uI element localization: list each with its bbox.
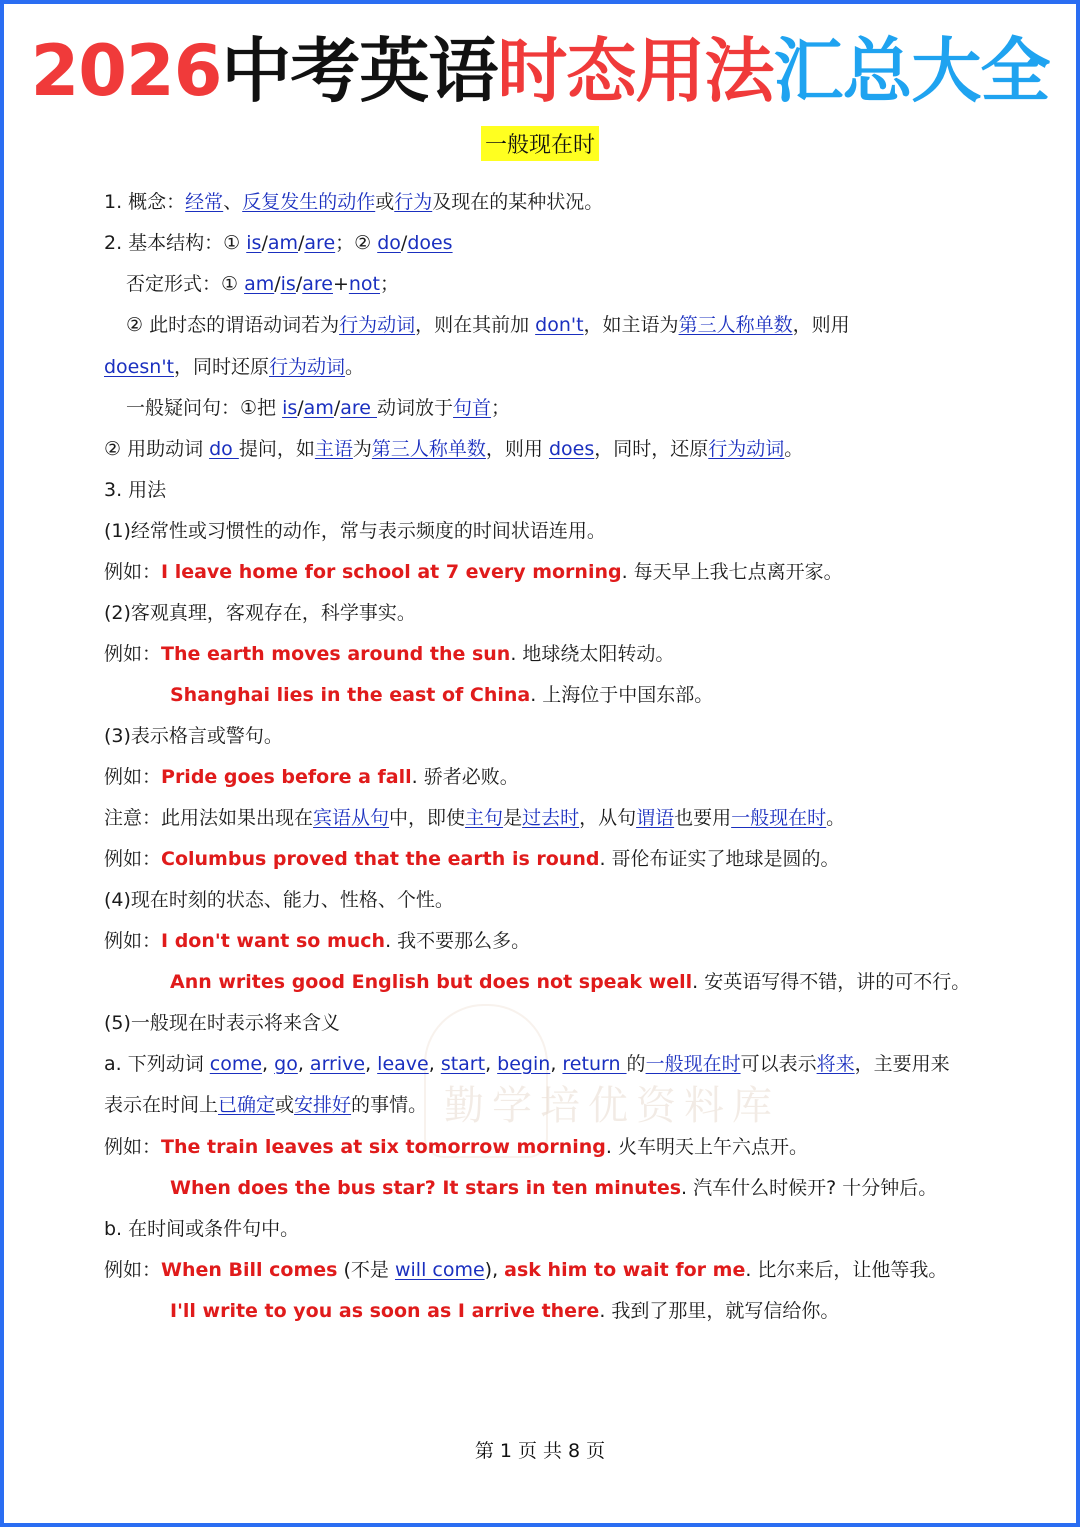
text: (5)一般现在时表示将来含义 [104, 1012, 340, 1034]
usage-5a-continued [104, 1087, 427, 1123]
translation: . 安英语写得不错，讲的可不行。 [692, 971, 971, 993]
text: ，如主语为 [583, 314, 679, 336]
translation: . 比尔来后，让他等我。 [745, 1259, 948, 1281]
term-link: 句首 [453, 397, 492, 419]
text: 是 [503, 807, 523, 829]
text: ，则在其前加 [415, 314, 536, 336]
term-link: not [348, 273, 381, 295]
structure-line [104, 225, 453, 261]
text: ，主要用来 [854, 1053, 950, 1075]
page-title [4, 30, 1076, 112]
example-line [104, 1252, 947, 1288]
term-link: are [340, 397, 378, 419]
term-link: 反复发生的动作 [242, 191, 376, 213]
example-line [104, 759, 519, 795]
example-sentence: Ann writes good English but does not speak well [170, 971, 693, 993]
text: 。 [826, 807, 846, 829]
example-line [104, 1129, 808, 1165]
text: 表示在时间上 [104, 1094, 219, 1116]
text: 例如： [104, 766, 162, 788]
usage-5a-line [104, 1046, 950, 1082]
term-link: 过去时 [522, 807, 580, 829]
term-link: 宾语从句 [313, 807, 390, 829]
text: 例如： [104, 1259, 162, 1281]
example-sentence: The train leaves at six tomorrow morning [161, 1136, 606, 1158]
text: (3)表示格言或警句。 [104, 725, 283, 747]
term-link: 一般现在时 [645, 1053, 741, 1075]
term-link: 行为动词 [269, 356, 346, 378]
term-link: am [267, 232, 298, 254]
term-link: 行为动词 [708, 438, 785, 460]
text: / [333, 397, 341, 419]
note-line [104, 800, 845, 836]
term-link: 将来 [816, 1053, 855, 1075]
term-link: are [304, 232, 336, 254]
text: 2. 基本结构：① [104, 232, 247, 254]
text: (2)客观真理，客观存在，科学事实。 [104, 602, 416, 624]
text: 或 [275, 1094, 295, 1116]
text: , [485, 1053, 498, 1075]
term-link: 谓语 [636, 807, 675, 829]
text: 例如： [104, 930, 162, 952]
text: 。 [345, 356, 365, 378]
text: 为 [352, 438, 372, 460]
translation: . 骄者必败。 [411, 766, 519, 788]
text: 例如： [104, 1136, 162, 1158]
term-link: 安排好 [294, 1094, 352, 1116]
text: / [261, 232, 268, 254]
term-link: 第三人称单数 [371, 438, 486, 460]
text: ；② [335, 232, 378, 254]
text: ，则用 [792, 314, 850, 336]
text: b. 在时间或条件句中。 [104, 1218, 300, 1240]
usage-4-heading [104, 882, 454, 918]
title-year: 2026 [30, 30, 222, 112]
section-heading: 一般现在时 [481, 126, 599, 161]
term-link: go [274, 1053, 298, 1075]
text: 一般疑问句：①把 [126, 397, 283, 419]
term-link: leave [377, 1053, 429, 1075]
term-link: doesn't [104, 356, 174, 378]
example-line [170, 1170, 937, 1206]
text: 。 [784, 438, 804, 460]
term-link: am [303, 397, 334, 419]
term-link: 经常 [185, 191, 224, 213]
page-footer: 第 1 页 共 8 页 [474, 1440, 606, 1462]
term-link: will come [394, 1259, 485, 1281]
example-sentence: The earth moves around the sun [161, 643, 511, 665]
question-form-line [126, 390, 510, 426]
text: 注意：此用法如果出现在 [104, 807, 314, 829]
translation: . 哥伦布证实了地球是圆的。 [599, 848, 840, 870]
negative-form-line [126, 266, 399, 302]
text: + [332, 273, 349, 295]
text: 也要用 [674, 807, 732, 829]
translation: . 汽车什么时候开? 十分钟后。 [681, 1177, 938, 1199]
term-link: is [282, 397, 298, 419]
term-link: return [562, 1053, 627, 1075]
title-topic: 时态用法 [497, 30, 774, 112]
text: 中，即使 [389, 807, 466, 829]
example-line [170, 1293, 839, 1329]
example-line [170, 964, 970, 1000]
text: (不是 [337, 1259, 395, 1281]
concept-line [104, 184, 603, 220]
text: ，则用 [485, 438, 549, 460]
text: 、 [223, 191, 243, 213]
text: 的 [626, 1053, 646, 1075]
term-link: arrive [309, 1053, 366, 1075]
example-line [104, 636, 674, 672]
text: 例如： [104, 561, 162, 583]
text: / [295, 273, 303, 295]
translation: . 地球绕太阳转动。 [510, 643, 675, 665]
example-sentence: I don't want so much [161, 930, 386, 952]
text: ； [380, 273, 400, 295]
example-line [104, 923, 530, 959]
text: 的事情。 [351, 1094, 428, 1116]
text: (4)现在时刻的状态、能力、性格、个性。 [104, 889, 454, 911]
text: 1. 概念： [104, 191, 186, 213]
example-sentence: When does the bus star? It stars in ten minutes [170, 1177, 682, 1199]
term-link: does [407, 232, 453, 254]
example-sentence: ask him to wait for me [504, 1259, 746, 1281]
usage-5-heading [104, 1005, 340, 1041]
term-link: is [246, 232, 262, 254]
example-sentence: Pride goes before a fall [161, 766, 412, 788]
example-sentence: Columbus proved that the earth is round [161, 848, 600, 870]
term-link: 行为 [394, 191, 433, 213]
translation: . 上海位于中国东部。 [530, 684, 714, 706]
text: , [428, 1053, 441, 1075]
text: (1)经常性或习惯性的动作，常与表示频度的时间状语连用。 [104, 520, 606, 542]
text: , [297, 1053, 310, 1075]
text: 或 [375, 191, 395, 213]
example-line [104, 554, 843, 590]
example-line [104, 841, 840, 877]
term-link: do [377, 232, 401, 254]
example-line [170, 677, 713, 713]
usage-2-heading [104, 595, 416, 631]
text: / [400, 232, 408, 254]
text: 例如： [104, 848, 162, 870]
usage-5b-heading [104, 1211, 299, 1247]
term-link: don't [535, 314, 584, 336]
text: ), [484, 1259, 505, 1281]
translation: . 火车明天上午六点开。 [605, 1136, 808, 1158]
question-rule-line [104, 431, 803, 467]
term-link: start [440, 1053, 486, 1075]
example-sentence: When Bill comes [161, 1259, 338, 1281]
text: / [297, 397, 304, 419]
text: 动词放于 [377, 397, 454, 419]
term-link: come [209, 1053, 263, 1075]
text: / [298, 232, 305, 254]
term-link: 一般现在时 [731, 807, 827, 829]
text: ② 此时态的谓语动词若为 [126, 314, 340, 336]
term-link: 主语 [314, 438, 353, 460]
term-link: 已确定 [218, 1094, 276, 1116]
text: 及现在的某种状况。 [432, 191, 604, 213]
example-sentence: I leave home for school at 7 every morning [161, 561, 622, 583]
translation: . 我不要那么多。 [385, 930, 531, 952]
usage-3-heading [104, 718, 283, 754]
term-link: 第三人称单数 [678, 314, 793, 336]
text: , [262, 1053, 275, 1075]
text: ② 用助动词 [104, 438, 210, 460]
term-link: 主句 [465, 807, 504, 829]
usage-heading [104, 472, 166, 508]
term-link: am [244, 273, 275, 295]
text: 例如： [104, 643, 162, 665]
text: , [550, 1053, 563, 1075]
translation: . 每天早上我七点离开家。 [621, 561, 843, 583]
negative-rule-line [126, 307, 850, 343]
term-link: 行为动词 [339, 314, 416, 336]
term-link: does [548, 438, 595, 460]
text: ，同时还原 [174, 356, 270, 378]
watermark-text: 勤学培优资料库 [444, 1083, 780, 1129]
text: 可以表示 [740, 1053, 817, 1075]
translation: . 我到了那里，就写信给你。 [599, 1300, 840, 1322]
text: / [274, 273, 281, 295]
usage-1-heading [104, 513, 606, 549]
example-sentence: Shanghai lies in the east of China [170, 684, 531, 706]
text: 3. 用法 [104, 479, 167, 501]
text: ； [491, 397, 511, 419]
text: , [365, 1053, 378, 1075]
term-link: begin [497, 1053, 551, 1075]
term-link: do [209, 438, 239, 460]
example-sentence: I'll write to you as soon as I arrive there [170, 1300, 600, 1322]
text: ，同时，还原 [594, 438, 709, 460]
title-summary: 汇总大全 [773, 30, 1050, 112]
negative-rule-continued [104, 349, 364, 385]
text: ，从句 [579, 807, 637, 829]
text: 提问，如 [238, 438, 315, 460]
text: a. 下列动词 [104, 1053, 210, 1075]
section-heading-wrap [4, 126, 1076, 161]
term-link: is [280, 273, 296, 295]
text: 否定形式：① [126, 273, 245, 295]
term-link: are [302, 273, 333, 295]
title-subject: 中考英语 [221, 30, 498, 112]
